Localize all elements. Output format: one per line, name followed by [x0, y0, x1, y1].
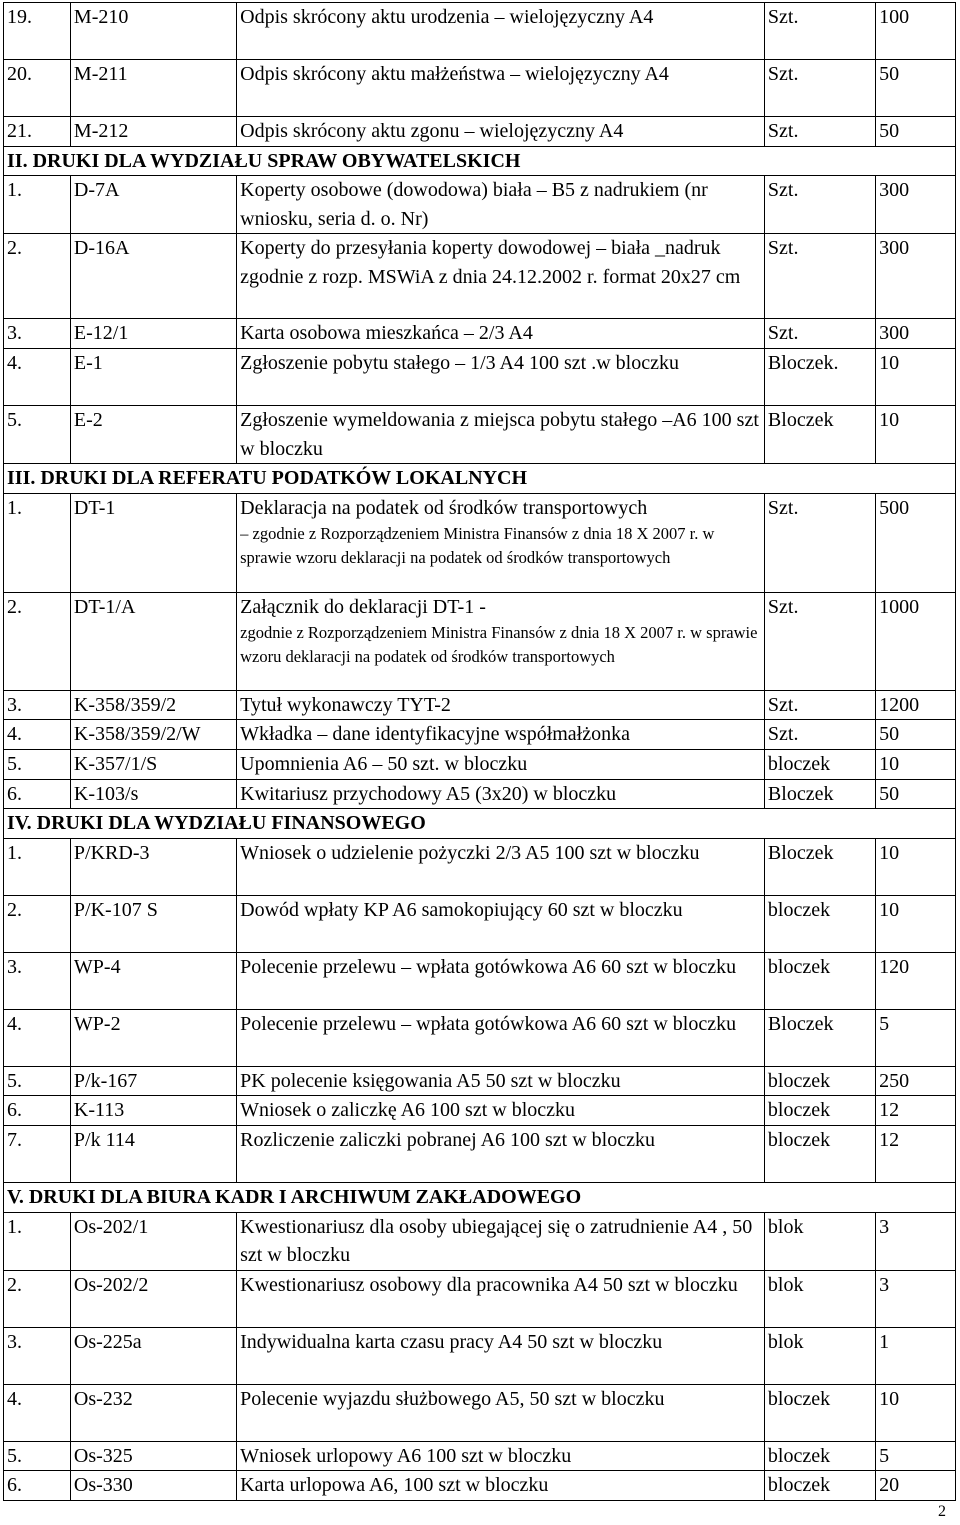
form-code: M-210	[70, 3, 236, 60]
description-text: Polecenie wyjazdu służbowego A5, 50 szt w bloczku	[240, 1387, 665, 1410]
quantity: 5	[876, 1441, 956, 1471]
unit-of-measure: Szt.	[764, 176, 875, 234]
unit-of-measure: Szt.	[764, 60, 875, 117]
form-code: DT-1/A	[70, 592, 236, 690]
form-code: K-358/359/2/W	[70, 720, 236, 750]
description-text: Tytuł wykonawczy TYT-2	[240, 693, 451, 716]
unit-of-measure: Bloczek	[764, 838, 875, 895]
description-text: Kwestionariusz dla osoby ubiegającej się o zatrudnienie A4 , 50 szt w bloczku	[240, 1215, 753, 1267]
row-number: 4.	[4, 720, 71, 750]
form-code: P/k 114	[70, 1125, 236, 1182]
form-code: K-358/359/2	[70, 690, 236, 720]
row-number: 3.	[4, 319, 71, 349]
row-number: 4.	[4, 348, 71, 405]
form-description	[237, 493, 765, 592]
form-description	[237, 1384, 765, 1441]
unit-of-measure: bloczek	[764, 1096, 875, 1126]
table-row	[4, 1066, 956, 1096]
page-number: 2	[938, 1503, 946, 1520]
row-number: 19.	[4, 3, 71, 60]
form-code: E-2	[70, 405, 236, 463]
quantity: 50	[876, 117, 956, 147]
description-text: Koperty osobowe (dowodowa) biała – B5 z nadrukiem (nr wniosku, seria d. o. Nr)	[240, 179, 708, 230]
unit-of-measure: Bloczek.	[764, 348, 875, 405]
description-text: Deklaracja na podatek od środków transportowych	[240, 496, 648, 519]
description-text: Zgłoszenie wymeldowania z miejsca pobytu stałego –A6 100 szt w bloczku	[240, 408, 759, 460]
quantity: 20	[876, 1471, 956, 1501]
quantity: 1000	[876, 592, 956, 690]
quantity: 10	[876, 1384, 956, 1441]
form-code: E-12/1	[70, 319, 236, 349]
row-number: 20.	[4, 60, 71, 117]
description-text: Wniosek o zaliczkę A6 100 szt w bloczku	[240, 1099, 576, 1122]
unit-of-measure: bloczek	[764, 1471, 875, 1501]
row-number: 2.	[4, 234, 71, 319]
row-number: 4.	[4, 1384, 71, 1441]
quantity: 50	[876, 60, 956, 117]
form-description	[237, 176, 765, 234]
form-code: WP-2	[70, 1009, 236, 1066]
form-description	[237, 348, 765, 405]
row-number: 1.	[4, 176, 71, 234]
quantity: 10	[876, 895, 956, 952]
unit-of-measure: bloczek	[764, 1441, 875, 1471]
row-number: 3.	[4, 952, 71, 1009]
form-code: DT-1	[70, 493, 236, 592]
description-text: Wniosek o udzielenie pożyczki 2/3 A5 100 szt w bloczku	[240, 841, 700, 864]
description-text: Rozliczenie zaliczki pobranej A6 100 szt w bloczku	[240, 1128, 655, 1151]
forms-table	[3, 2, 956, 1501]
table-row	[4, 895, 956, 952]
quantity: 5	[876, 1009, 956, 1066]
description-text: Polecenie przelewu – wpłata gotówkowa A6 60 szt w bloczku	[240, 955, 737, 978]
form-description	[237, 319, 765, 349]
quantity: 120	[876, 952, 956, 1009]
description-text: Wkładka – dane identyfikacyjne współmałżonka	[240, 723, 630, 746]
section-title: III. DRUKI DLA REFERATU PODATKÓW LOKALNYCH	[4, 464, 956, 494]
form-description	[237, 779, 765, 809]
form-description	[237, 405, 765, 463]
section-title: IV. DRUKI DLA WYDZIAŁU FINANSOWEGO	[4, 809, 956, 839]
form-code: D-16A	[70, 234, 236, 319]
description-text: Koperty do przesyłania koperty dowodowej – biała _nadruk zgodnie z rozp. MSWiA z dnia 24.12.2002 r. format 20x27 cm	[240, 237, 741, 288]
row-number: 2.	[4, 895, 71, 952]
form-description	[237, 720, 765, 750]
form-code: P/K-107 S	[70, 895, 236, 952]
description-text: Karta osobowa mieszkańca – 2/3 A4	[240, 322, 533, 345]
unit-of-measure: Szt.	[764, 493, 875, 592]
form-code: Os-325	[70, 1441, 236, 1471]
table-row	[4, 1270, 956, 1327]
quantity: 10	[876, 838, 956, 895]
quantity: 500	[876, 493, 956, 592]
table-row	[4, 176, 956, 234]
table-row	[4, 1096, 956, 1126]
quantity: 10	[876, 749, 956, 779]
unit-of-measure: Szt.	[764, 592, 875, 690]
description-text: Zgłoszenie pobytu stałego – 1/3 A4 100 szt .w bloczku	[240, 351, 679, 374]
description-text: Wniosek urlopowy A6 100 szt w bloczku	[240, 1444, 572, 1467]
row-number: 5.	[4, 749, 71, 779]
unit-of-measure: bloczek	[764, 1384, 875, 1441]
form-description	[237, 1270, 765, 1327]
description-text: Dowód wpłaty KP A6 samokopiujący 60 szt w bloczku	[240, 898, 683, 921]
section-title: V. DRUKI DLA BIURA KADR I ARCHIWUM ZAKŁADOWEGO	[4, 1182, 956, 1212]
table-row	[4, 1009, 956, 1066]
section-row	[4, 1182, 956, 1212]
unit-of-measure: bloczek	[764, 749, 875, 779]
quantity: 3	[876, 1270, 956, 1327]
form-code: WP-4	[70, 952, 236, 1009]
form-description	[237, 60, 765, 117]
table-row	[4, 838, 956, 895]
form-description	[237, 1066, 765, 1096]
quantity: 10	[876, 405, 956, 463]
form-description	[237, 690, 765, 720]
row-number: 6.	[4, 1471, 71, 1501]
unit-of-measure: blok	[764, 1327, 875, 1384]
quantity: 1	[876, 1327, 956, 1384]
description-text: Upomnienia A6 – 50 szt. w bloczku	[240, 752, 528, 775]
row-number: 3.	[4, 690, 71, 720]
row-number: 3.	[4, 1327, 71, 1384]
row-number: 4.	[4, 1009, 71, 1066]
unit-of-measure: Bloczek	[764, 405, 875, 463]
form-description	[237, 838, 765, 895]
form-description	[237, 1009, 765, 1066]
form-description	[237, 234, 765, 319]
row-number: 1.	[4, 1212, 71, 1270]
description-text: Odpis skrócony aktu zgonu – wielojęzyczny A4	[240, 120, 624, 142]
table-row	[4, 1212, 956, 1270]
row-number: 5.	[4, 1066, 71, 1096]
quantity: 100	[876, 3, 956, 60]
description-text: Kwitariusz przychodowy A5 (3x20) w bloczku	[240, 782, 617, 805]
table-row	[4, 1441, 956, 1471]
description-text: Karta urlopowa A6, 100 szt w bloczku	[240, 1474, 549, 1497]
row-number: 6.	[4, 1096, 71, 1126]
form-description	[237, 1441, 765, 1471]
quantity: 12	[876, 1096, 956, 1126]
unit-of-measure: Bloczek	[764, 779, 875, 809]
description-text: Polecenie przelewu – wpłata gotówkowa A6 60 szt w bloczku	[240, 1012, 737, 1035]
form-code: Os-330	[70, 1471, 236, 1501]
description-text: PK polecenie księgowania A5 50 szt w bloczku	[240, 1069, 621, 1092]
row-number: 1.	[4, 493, 71, 592]
unit-of-measure: bloczek	[764, 952, 875, 1009]
table-row	[4, 405, 956, 463]
quantity: 3	[876, 1212, 956, 1270]
table-row	[4, 3, 956, 60]
form-description	[237, 952, 765, 1009]
row-number: 5.	[4, 405, 71, 463]
description-text: Odpis skrócony aktu małżeństwa – wielojęzyczny A4	[240, 63, 669, 85]
form-description	[237, 1125, 765, 1182]
quantity: 10	[876, 348, 956, 405]
section-row	[4, 146, 956, 176]
form-code: P/k-167	[70, 1066, 236, 1096]
row-number: 21.	[4, 117, 71, 147]
table-row	[4, 779, 956, 809]
form-description	[237, 1471, 765, 1501]
table-row	[4, 690, 956, 720]
quantity: 300	[876, 176, 956, 234]
table-row	[4, 348, 956, 405]
forms-table-body	[4, 3, 956, 1501]
quantity: 300	[876, 319, 956, 349]
table-row	[4, 749, 956, 779]
form-description	[237, 592, 765, 690]
description-text: Indywidualna karta czasu pracy A4 50 szt w bloczku	[240, 1330, 663, 1353]
unit-of-measure: Szt.	[764, 234, 875, 319]
table-row	[4, 1125, 956, 1182]
form-code: K-357/1/S	[70, 749, 236, 779]
form-description	[237, 1096, 765, 1126]
unit-of-measure: bloczek	[764, 895, 875, 952]
form-description	[237, 1327, 765, 1384]
row-number: 6.	[4, 779, 71, 809]
quantity: 300	[876, 234, 956, 319]
table-row	[4, 1327, 956, 1384]
quantity: 250	[876, 1066, 956, 1096]
unit-of-measure: blok	[764, 1270, 875, 1327]
table-row	[4, 234, 956, 319]
form-description	[237, 1212, 765, 1270]
table-row	[4, 60, 956, 117]
row-number: 2.	[4, 1270, 71, 1327]
table-row	[4, 592, 956, 690]
description-note: zgodnie z Rozporządzeniem Ministra Finansów z dnia 18 X 2007 r. w sprawie wzoru deklaracji na podatek od środków transportowych	[240, 623, 758, 666]
form-code: D-7A	[70, 176, 236, 234]
form-description	[237, 895, 765, 952]
table-row	[4, 1471, 956, 1501]
table-row	[4, 493, 956, 592]
unit-of-measure: Szt.	[764, 319, 875, 349]
table-row	[4, 1384, 956, 1441]
row-number: 5.	[4, 1441, 71, 1471]
unit-of-measure: Bloczek	[764, 1009, 875, 1066]
table-row	[4, 117, 956, 147]
table-row	[4, 720, 956, 750]
form-code: Os-202/2	[70, 1270, 236, 1327]
unit-of-measure: blok	[764, 1212, 875, 1270]
form-code: E-1	[70, 348, 236, 405]
description-text: Kwestionariusz osobowy dla pracownika A4 50 szt w bloczku	[240, 1273, 738, 1296]
form-description	[237, 117, 765, 147]
quantity: 1200	[876, 690, 956, 720]
form-description	[237, 3, 765, 60]
quantity: 50	[876, 720, 956, 750]
form-code: Os-232	[70, 1384, 236, 1441]
table-row	[4, 952, 956, 1009]
form-code: Os-225a	[70, 1327, 236, 1384]
quantity: 12	[876, 1125, 956, 1182]
quantity: 50	[876, 779, 956, 809]
section-row	[4, 464, 956, 494]
form-code: K-113	[70, 1096, 236, 1126]
unit-of-measure: Szt.	[764, 690, 875, 720]
row-number: 7.	[4, 1125, 71, 1182]
form-code: P/KRD-3	[70, 838, 236, 895]
section-title: II. DRUKI DLA WYDZIAŁU SPRAW OBYWATELSKICH	[4, 146, 956, 176]
form-code: M-212	[70, 117, 236, 147]
unit-of-measure: bloczek	[764, 1066, 875, 1096]
form-code: K-103/s	[70, 779, 236, 809]
form-code: M-211	[70, 60, 236, 117]
section-row	[4, 809, 956, 839]
description-text: Załącznik do deklaracji DT-1 -	[240, 595, 486, 618]
row-number: 2.	[4, 592, 71, 690]
row-number: 1.	[4, 838, 71, 895]
unit-of-measure: Szt.	[764, 117, 875, 147]
form-code: Os-202/1	[70, 1212, 236, 1270]
unit-of-measure: bloczek	[764, 1125, 875, 1182]
unit-of-measure: Szt.	[764, 3, 875, 60]
form-description	[237, 749, 765, 779]
description-text: Odpis skrócony aktu urodzenia – wielojęzyczny A4	[240, 6, 654, 28]
unit-of-measure: Szt.	[764, 720, 875, 750]
description-note: – zgodnie z Rozporządzeniem Ministra Finansów z dnia 18 X 2007 r. w sprawie wzoru deklaracji na podatek od środków transportowych	[240, 524, 715, 567]
table-row	[4, 319, 956, 349]
